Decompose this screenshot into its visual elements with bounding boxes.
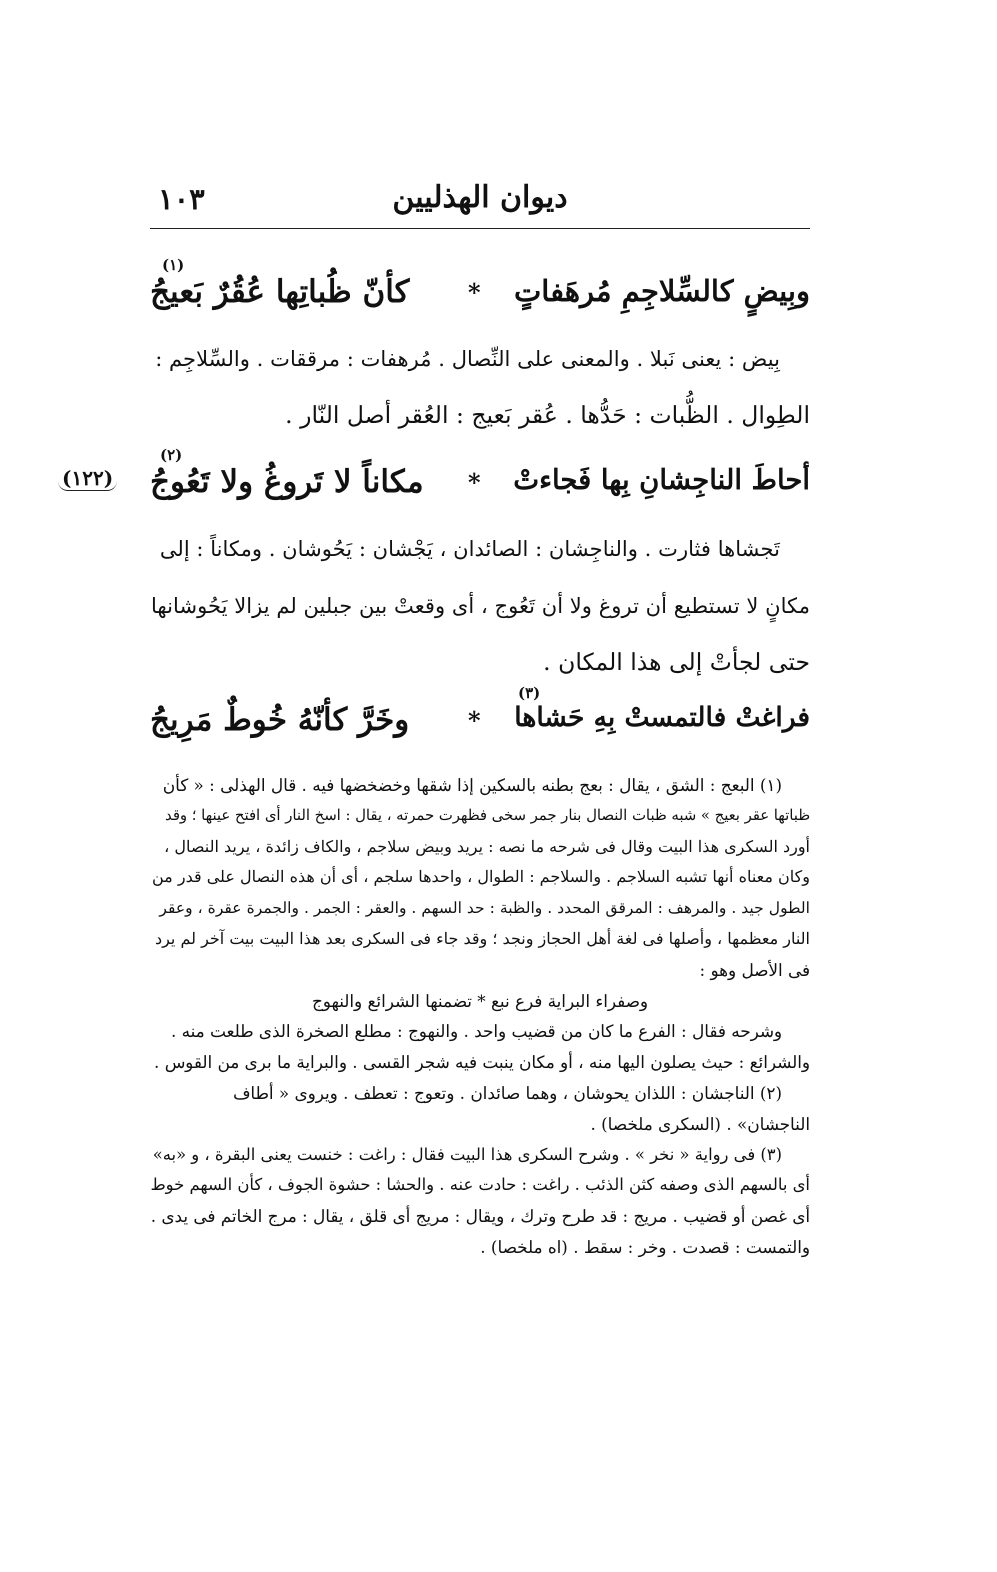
- commentary-1-line-2: الطِوال . الظُّبات : حَدُّها . عُقر بَعيج : العُقر أصل النّار .: [285, 401, 810, 429]
- footnote-line: (١) البعج : الشق ، يقال : بعج بطنه بالسكين إذا شقها وخضخضها فيه . قال الهذلى : « كأن: [162, 775, 782, 795]
- page-header: [150, 180, 810, 224]
- verse-1: [150, 256, 810, 324]
- header-rule: [150, 228, 810, 229]
- commentary-verse-1: [150, 330, 810, 444]
- verse-1-separator: *: [468, 278, 481, 307]
- footnote-line: ظباتها عقر بعيج » شبه ظبات النصال بنار جمر سخى فظهرت حمرته ، يقال : اسخ النار أى افتح عينها ؛ وقد: [165, 806, 810, 824]
- footnote-quoted-verse: وصفراء البراية فرع نبع * تضمنها الشرائع والنهوج: [311, 990, 649, 1011]
- footnote-line: أى غصن أو قضيب . مريج : قد طرح وترك ، ويقال : مريج أى قلق ، يقال : مرج الخاتم فى يدى .: [150, 1206, 810, 1227]
- footnote-line: والشرائع : حيث يصلون اليها منه ، أو مكان ينبت فيه شجر القسى . والبراية ما برى من القوس .: [154, 1052, 810, 1073]
- verse-3-separator: *: [468, 706, 481, 735]
- footnote-line: الناجشان» . (السكرى ملخصا) .: [590, 1113, 810, 1134]
- verse-1-hemistich-2: كأنّ ظُباتِها عُقُرٌ بَعيجُ: [150, 274, 410, 310]
- commentary-2-line-3: حتى لجأتْ إلى هذا المكان .: [543, 648, 810, 676]
- commentary-verse-2: [150, 520, 810, 691]
- footnote-line: والتمست : قصدت . وخر : سقط . (اه ملخصا) .: [480, 1236, 810, 1257]
- verse-2-hemistich-1: أحاطَ الناجِشانِ بِها فَجاءتْ: [513, 464, 810, 496]
- commentary-2-line-1: تَجشاها فثارت . والناجِشان : الصائدان ، يَجْشان : يَحُوشان . ومكاناً : إلى: [159, 536, 780, 561]
- footnote-line: فى الأصل وهو :: [699, 959, 810, 980]
- page-number: ١٠٣: [158, 182, 205, 216]
- verse-1-footnote-ref: (١): [162, 256, 185, 274]
- verse-2-hemistich-2: مكاناً لا تَروغُ ولا تَعُوجُ: [150, 464, 424, 500]
- footnote-line: وكان معناه أنها تشبه السلاجم . والسلاجم : الطوال ، واحدها سلجم ، أى أن هذه النصال على قدر من: [152, 867, 810, 887]
- footnote-line: أورد السكرى هذا البيت وقال فى شرحه ما نصه : يريد وبيض سلاجم ، والكاف زائدة ، يريد النصال ،: [164, 836, 810, 856]
- verse-3-hemistich-2: وخَرَّ كأنّهُ خُوطٌ مَرِيجُ: [150, 702, 410, 738]
- margin-number: (١٢٢): [58, 466, 117, 491]
- footnotes: [150, 770, 810, 1263]
- verse-3-footnote-ref: (٣): [518, 684, 541, 702]
- footnote-line: الطول جيد . والمرهف : المرقق المحدد . والظبة : حد السهم . والعقر : الجمر . والجمرة عقرة ، وعقر: [159, 899, 810, 918]
- footnote-line: وشرحه فقال : الفرع ما كان من قضيب واحد . والنهوج : مطلع الصخرة الذى طلعت منه .: [170, 1021, 782, 1042]
- footnote-line: النار معظمها ، وأصلها فى لغة أهل الحجاز ونجد ؛ وقد جاء فى السكرى بعد هذا البيت بيت آخر لم يرد: [154, 928, 810, 948]
- footnote-line: أى بالسهم الذى وصفه كثن الذئب . راغت : حادت عنه . والحشا : حشوة الجوف ، كأن السهم خوط: [150, 1175, 810, 1195]
- commentary-1-line-1: بِيض : يعنى نَبلا . والمعنى على النِّصال . مُرهفات : مرققات . والسِّلاجِم :: [155, 346, 780, 371]
- verse-2-separator: *: [468, 468, 481, 497]
- footnote-line: (٢) الناجشان : اللذان يحوشان ، وهما صائدان . وتعوج : تعطف . ويروى « أطاف: [233, 1082, 782, 1103]
- verse-3: [150, 684, 810, 752]
- footnote-line: (٣) فى رواية « نخر » . وشرح السكرى هذا البيت فقال : راغت : خنست يعنى البقرة ، و «به»: [152, 1144, 782, 1164]
- verse-2: [150, 446, 810, 514]
- commentary-2-line-2: مكانٍ لا تستطيع أن تروغ ولا أن تَعُوج ، أى وقعتْ بين جبلين لم يزالا يَحُوشانها: [151, 593, 810, 618]
- verse-1-hemistich-1: وبِيضٍ كالسِّلاجِمِ مُرهَفاتٍ: [513, 274, 810, 308]
- verse-2-footnote-ref: (٢): [160, 446, 183, 464]
- running-title: ديوان الهذليين: [392, 180, 568, 215]
- verse-3-hemistich-1: فراغتْ فالتمستْ بِهِ حَشاها: [514, 702, 810, 733]
